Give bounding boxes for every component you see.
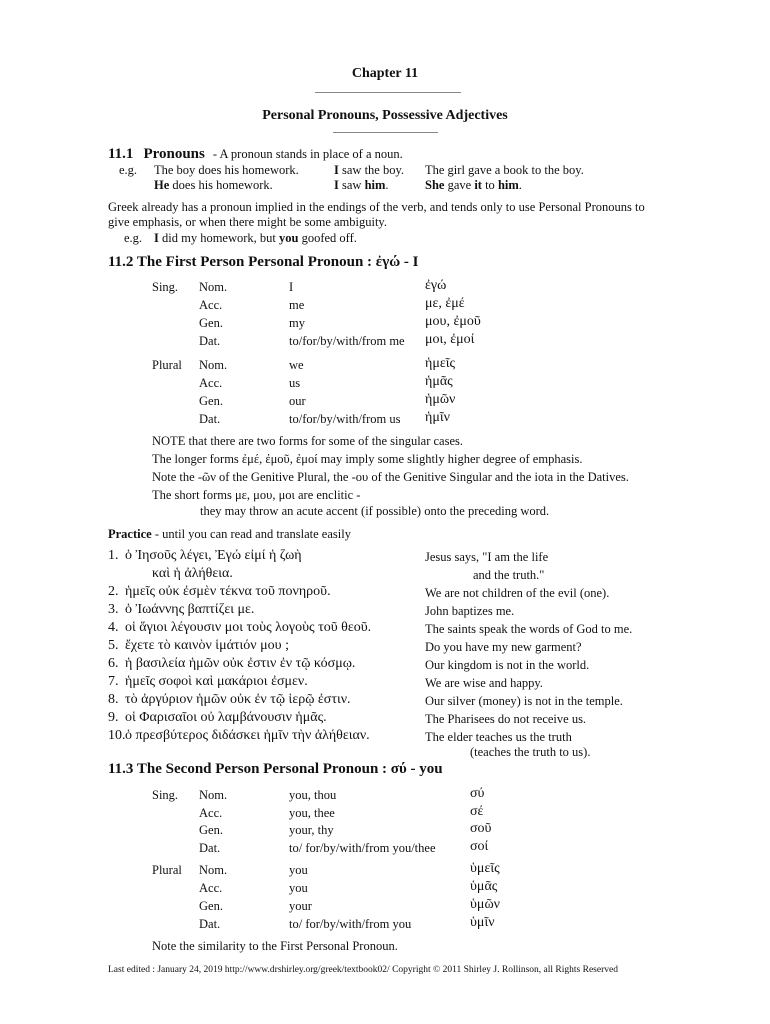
greek-form: ἡμᾶς [425, 374, 453, 389]
note-line: Note the similarity to the First Personal Pronoun. [152, 939, 398, 953]
greek-sentence: οἱ Φαρισαῖοι οὐ λαμβάνουσιν ἡμᾶς. [125, 710, 327, 725]
example-text [334, 163, 404, 178]
greek-sentence: ὁ Ἰησοῦς λέγει, Ἐγώ εἰμί ἡ ζωὴ [125, 548, 302, 563]
divider [333, 132, 438, 133]
english-form: I [289, 280, 294, 294]
item-number: 2. [108, 584, 119, 599]
bold-word: I [334, 178, 339, 192]
item-number: 3. [108, 602, 119, 617]
plain-text: does his homework. [169, 178, 273, 192]
translation: and the truth." [473, 568, 545, 582]
translation: The Pharisees do not receive us. [425, 712, 587, 726]
plain-text: did my homework, but [158, 231, 280, 245]
english-form: us [289, 376, 301, 390]
plain-text: . [518, 178, 522, 192]
greek-form: ὑμεῖς [470, 861, 500, 876]
case-label: Nom. [199, 863, 228, 877]
case-label: Dat. [199, 917, 221, 931]
section-title: Pronouns [143, 146, 205, 162]
translation: Our kingdom is not in the world. [425, 658, 590, 672]
section-11-2-heading: 11.2 The First Person Personal Pronoun : ἐγώ - I [108, 254, 419, 270]
item-number: 9. [108, 710, 119, 725]
greek-form: μοι, ἐμοί [425, 332, 475, 347]
bold-word: it [474, 178, 482, 192]
translation: We are not children of the evil (one). [425, 586, 610, 600]
case-label: Dat. [199, 841, 221, 855]
example-text [334, 178, 389, 193]
greek-form: ὑμῖν [470, 915, 495, 930]
practice-heading [108, 527, 351, 542]
number-label: Sing. [152, 280, 179, 294]
eg-label: e.g. [119, 163, 138, 177]
number-label: Plural [152, 863, 182, 877]
practice-instruction: - until you can read and translate easily [151, 527, 351, 541]
english-form: you, thou [289, 788, 337, 802]
item-number: 10. [108, 728, 126, 743]
case-label: Acc. [199, 376, 223, 390]
greek-sentence: ὁ Ἰωάννης βαπτίζει με. [125, 602, 255, 617]
english-form: you [289, 863, 308, 877]
english-form: to/for/by/with/from us [289, 412, 401, 426]
greek-sentence: οἱ ἅγιοι λέγουσιν μοι τοὺς λογοὺς τοῦ θεοῦ. [125, 620, 372, 635]
paragraph-line: give emphasis, or when there might be some ambiguity. [108, 215, 387, 229]
note-line: NOTE that there are two forms for some of the singular cases. [152, 434, 464, 448]
case-label: Gen. [199, 823, 223, 837]
case-label: Gen. [199, 899, 223, 913]
bold-word: him [364, 178, 386, 192]
greek-form: ὑμᾶς [470, 879, 498, 894]
english-form: to/ for/by/with/from you/thee [289, 841, 436, 855]
note-line: Note the -ῶν of the Genitive Plural, the -ου of the Genitive Singular and the iota in the Datives. [152, 470, 629, 484]
section-intro: - A pronoun stands in place of a noun. [212, 147, 403, 161]
item-number: 1. [108, 548, 119, 563]
example-text: The girl gave a book to the boy. [425, 163, 584, 177]
english-form: your [289, 899, 312, 913]
plain-text: saw the boy. [338, 163, 405, 177]
section-11-1-heading [108, 145, 403, 163]
greek-sentence: ἡμεῖς σοφοὶ καὶ μακάριοι ἐσμεν. [125, 674, 308, 689]
greek-sentence: ἡμεῖς οὐκ ἐσμὲν τέκνα τοῦ πονηροῦ. [125, 584, 331, 599]
case-label: Dat. [199, 412, 221, 426]
greek-form: σοῦ [470, 821, 492, 836]
english-form: to/for/by/with/from me [289, 334, 405, 348]
greek-form: σοί [470, 839, 489, 854]
note-line: The short forms με, μου, μοι are enclitic - [152, 488, 361, 502]
plain-text: gave [444, 178, 475, 192]
plain-text: goofed off. [298, 231, 357, 245]
greek-sentence: τὸ ἀργύριον ἡμῶν οὐκ ἐν τῷ ἱερῷ ἐστιν. [125, 692, 351, 707]
bold-word: He [154, 178, 170, 192]
note-line: they may throw an acute accent (if possible) onto the preceding word. [200, 504, 550, 518]
greek-sentence: καὶ ἡ ἀλήθεια. [152, 566, 233, 581]
english-form: you, thee [289, 806, 335, 820]
bold-word: She [425, 178, 445, 192]
case-label: Nom. [199, 358, 228, 372]
practice-label: Practice [108, 527, 152, 541]
translation: We are wise and happy. [425, 676, 543, 690]
translation: Do you have my new garment? [425, 640, 582, 654]
greek-form: μου, ἐμοῦ [425, 314, 481, 329]
english-form: our [289, 394, 306, 408]
item-number: 7. [108, 674, 119, 689]
item-number: 6. [108, 656, 119, 671]
english-form: your, thy [289, 823, 334, 837]
greek-sentence: ὁ πρεσβύτερος διδάσκει ἡμῖν τὴν ἀλήθειαν. [125, 728, 370, 743]
greek-sentence: ἡ βασιλεία ἡμῶν οὐκ ἐστιν ἐν τῷ κόσμῳ. [125, 656, 356, 671]
example-text [154, 231, 357, 246]
plain-text: to [481, 178, 498, 192]
example-text [425, 178, 522, 193]
page-footer: Last edited : January 24, 2019 http://www.drshirley.org/greek/textbook02/ Copyright © 2011 Shirley J. Rollinson, all Rights Reserved [108, 965, 618, 975]
greek-sentence: ἔχετε τὸ καινὸν ἱμάτιόν μου ; [125, 638, 289, 653]
case-label: Acc. [199, 298, 223, 312]
number-label: Plural [152, 358, 182, 372]
greek-form: ὑμῶν [470, 897, 500, 912]
plain-text: . [385, 178, 389, 192]
greek-form: ἡμῖν [425, 410, 450, 425]
example-text: The boy does his homework. [154, 163, 299, 177]
section-11-3-heading: 11.3 The Second Person Personal Pronoun : σύ - you [108, 761, 443, 777]
plain-text: saw [338, 178, 365, 192]
bold-word: him [497, 178, 519, 192]
item-number: 8. [108, 692, 119, 707]
greek-form: σύ [470, 786, 485, 801]
english-form: my [289, 316, 305, 330]
example-text [154, 178, 273, 193]
english-form: you [289, 881, 308, 895]
case-label: Nom. [199, 788, 228, 802]
english-form: to/ for/by/with/from you [289, 917, 412, 931]
divider [315, 92, 461, 93]
english-form: me [289, 298, 305, 312]
translation: The elder teaches us the truth [425, 730, 572, 744]
case-label: Nom. [199, 280, 228, 294]
english-form: we [289, 358, 304, 372]
greek-form: με, ἐμέ [425, 296, 465, 311]
item-number: 4. [108, 620, 119, 635]
bold-word: I [154, 231, 159, 245]
paragraph-line: Greek already has a pronoun implied in the endings of the verb, and tends only to use Personal Pronouns to [108, 200, 645, 214]
translation: The saints speak the words of God to me. [425, 622, 633, 636]
item-number: 5. [108, 638, 119, 653]
case-label: Gen. [199, 316, 223, 330]
chapter-title: Chapter 11 [351, 66, 419, 81]
eg-label: e.g. [124, 231, 143, 245]
case-label: Dat. [199, 334, 221, 348]
case-label: Acc. [199, 881, 223, 895]
page-subtitle: Personal Pronouns, Possessive Adjectives [262, 108, 508, 123]
greek-form: ἡμεῖς [425, 356, 456, 371]
translation: John baptizes me. [425, 604, 515, 618]
case-label: Acc. [199, 806, 223, 820]
case-label: Gen. [199, 394, 223, 408]
section-number: 11.1 [108, 146, 134, 162]
translation: Our silver (money) is not in the temple. [425, 694, 623, 708]
greek-form: ἡμῶν [425, 392, 456, 407]
translation: Jesus says, "I am the life [425, 550, 549, 564]
number-label: Sing. [152, 788, 179, 802]
bold-word: you [279, 231, 299, 245]
translation: (teaches the truth to us). [470, 745, 591, 759]
bold-word: I [334, 163, 339, 177]
greek-form: σέ [470, 804, 484, 819]
greek-form: ἐγώ [425, 278, 447, 293]
note-line: The longer forms ἐμέ, ἐμοῦ, ἐμοί may imply some slightly higher degree of emphasis. [152, 452, 583, 466]
